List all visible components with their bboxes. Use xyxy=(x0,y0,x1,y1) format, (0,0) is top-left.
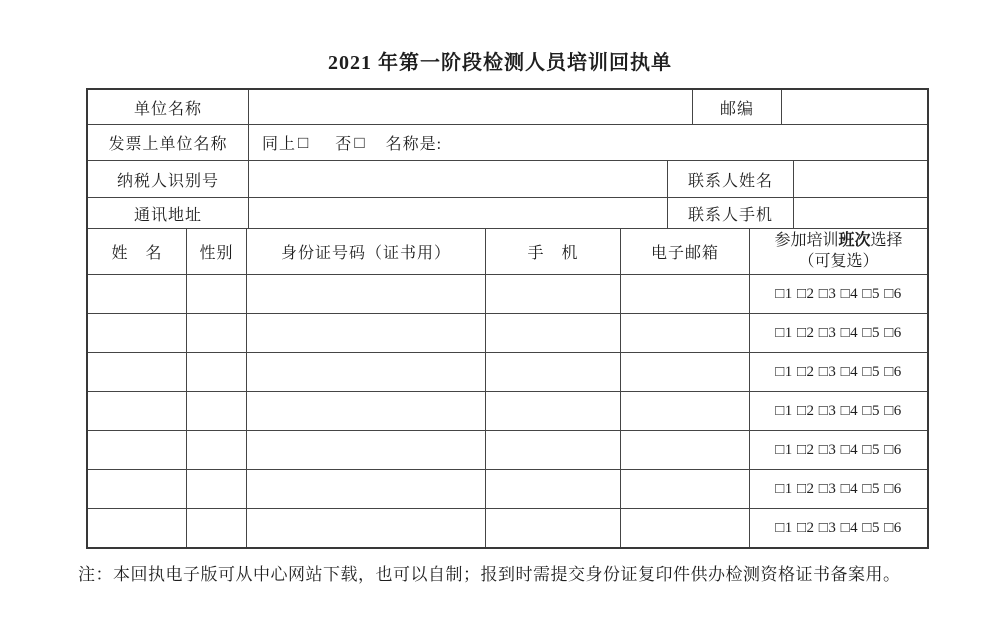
session-header-text xyxy=(774,231,902,273)
session-checkboxes: □1 □2 □3 □4 □5 □6 xyxy=(749,392,927,430)
roster-header-row xyxy=(88,228,927,274)
session-checkboxes: □1 □2 □3 □4 □5 □6 xyxy=(749,509,927,547)
taxpayer-id-field xyxy=(248,161,667,197)
id-number-field xyxy=(246,470,485,508)
roster-row xyxy=(88,274,927,313)
name-field xyxy=(88,314,186,352)
header-gender: 性别 xyxy=(186,229,246,274)
id-number-field xyxy=(246,509,485,547)
no-checkbox-icon: □ xyxy=(354,132,366,152)
footnote: 注：本回执电子版可从中心网站下载，也可以自制；报到时需提交身份证复印件供办检测资格证书备案用。 xyxy=(78,565,901,584)
unit-name-label: 单位名称 xyxy=(133,100,202,118)
unit-name-row xyxy=(88,90,927,124)
email-field xyxy=(620,353,749,391)
mobile-field xyxy=(485,470,620,508)
gender-field xyxy=(186,470,246,508)
email-field xyxy=(620,431,749,469)
id-number-field xyxy=(246,392,485,430)
invoice-name-label: 名称是: xyxy=(385,136,443,153)
page-title: 2021 年第一阶段检测人员培训回执单 xyxy=(328,52,672,74)
mobile-field xyxy=(485,431,620,469)
mobile-field xyxy=(485,392,620,430)
mobile-field xyxy=(485,275,620,313)
contact-mobile-label: 联系人手机 xyxy=(667,198,793,228)
gender-field xyxy=(186,275,246,313)
mobile-field xyxy=(485,509,620,547)
name-field xyxy=(88,275,186,313)
session-checkboxes: □1 □2 □3 □4 □5 □6 xyxy=(749,470,927,508)
gender-field xyxy=(186,353,246,391)
mobile-field xyxy=(485,353,620,391)
roster-row xyxy=(88,352,927,391)
contact-name-field xyxy=(793,161,927,197)
id-number-field xyxy=(246,275,485,313)
email-field xyxy=(620,275,749,313)
unit-name-field xyxy=(248,90,692,124)
gender-field xyxy=(186,431,246,469)
session-header-line1: 参加培训班次选择 xyxy=(774,231,903,249)
name-field xyxy=(88,353,186,391)
session-checkboxes: □1 □2 □3 □4 □5 □6 xyxy=(749,275,927,313)
header-mobile: 手 机 xyxy=(485,229,620,274)
id-number-field xyxy=(246,314,485,352)
invoice-options xyxy=(248,125,927,160)
training-receipt-form xyxy=(86,88,929,549)
roster-row xyxy=(88,508,927,547)
session-checkboxes: □1 □2 □3 □4 □5 □6 xyxy=(749,353,927,391)
gender-field xyxy=(186,509,246,547)
contact-mobile-field xyxy=(793,198,927,228)
session-checkboxes: □1 □2 □3 □4 □5 □6 xyxy=(749,314,927,352)
email-field xyxy=(620,314,749,352)
roster-row xyxy=(88,430,927,469)
name-field xyxy=(88,470,186,508)
gender-field xyxy=(186,314,246,352)
id-number-field xyxy=(246,431,485,469)
address-field xyxy=(248,198,667,228)
invoice-unit-label: 发票上单位名称 xyxy=(108,136,228,153)
header-id-number: 身份证号码（证书用） xyxy=(246,229,485,274)
email-field xyxy=(620,509,749,547)
name-field xyxy=(88,431,186,469)
postal-code-label: 邮编 xyxy=(692,90,781,124)
address-row xyxy=(88,197,927,228)
name-field xyxy=(88,509,186,547)
taxpayer-id-label: 纳税人识别号 xyxy=(116,172,219,190)
address-label: 通讯地址 xyxy=(133,206,202,224)
invoice-unit-row xyxy=(88,124,927,160)
header-session-select xyxy=(749,229,927,274)
gender-field xyxy=(186,392,246,430)
roster-row xyxy=(88,469,927,508)
invoice-same-label: 同上 xyxy=(262,136,297,153)
roster-row xyxy=(88,313,927,352)
contact-name-label: 联系人姓名 xyxy=(667,161,793,197)
email-field xyxy=(620,470,749,508)
mobile-field xyxy=(485,314,620,352)
header-name: 姓 名 xyxy=(111,245,163,262)
same-checkbox-icon: □ xyxy=(298,132,310,152)
session-header-line2: （可复选） xyxy=(798,252,879,270)
id-number-field xyxy=(246,353,485,391)
name-field xyxy=(88,392,186,430)
roster-row xyxy=(88,391,927,430)
email-field xyxy=(620,392,749,430)
session-checkboxes: □1 □2 □3 □4 □5 □6 xyxy=(749,431,927,469)
header-email: 电子邮箱 xyxy=(620,229,749,274)
taxpayer-id-row xyxy=(88,160,927,197)
postal-code-field xyxy=(781,90,927,124)
invoice-no-label: 否 xyxy=(335,136,353,153)
